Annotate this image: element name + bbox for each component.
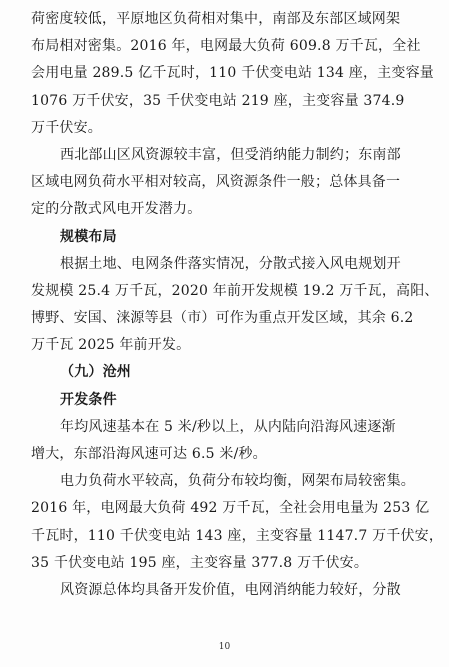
text-line: 电力负荷水平较高，负荷分布较均衡，网架布局较密集。 [60,473,415,490]
text-line: 年均风速基本在 5 米/秒以上，从内陆向沿海风速逐渐 [60,418,396,435]
text-line: 风资源总体均具备开发价值，电网消纳能力较好，分散 [60,581,401,598]
page-number: 10 [218,642,231,652]
section-heading: 开发条件 [60,391,117,408]
text-line: 35 千伏变电站 195 座，主变容量 377.8 万千伏安。 [31,554,369,571]
document-body [31,6,444,604]
text-line: 博野、安国、涞源等县（市）可作为重点开发区域，其余 6.2 [31,310,414,327]
text-line: 根据土地、电网条件落实情况，分散式接入风电规划开 [60,255,401,272]
section-heading: （九）沧州 [60,364,131,381]
text-line: 西北部山区风资源较丰富，但受消纳能力制约；东南部 [60,146,401,163]
text-line: 布局相对密集。2016 年，电网最大负荷 609.8 万千瓦，全社 [31,38,421,55]
text-line: 定的分散式风电开发潜力。 [31,201,202,218]
text-line: 千瓦时，110 千伏变电站 143 座，主变容量 1147.7 万千伏安， [31,527,444,544]
text-line: 万千伏安。 [31,119,102,136]
text-line: 增大，东部沿海风速可达 6.5 米/秒。 [31,446,267,462]
text-line: 万千瓦 2025 年前开发。 [31,337,191,354]
text-line: 1076 万千伏安，35 千伏变电站 219 座，主变容量 374.9 [31,92,405,109]
text-line: 荷密度较低，平原地区负荷相对集中，南部及东部区域网架 [31,11,401,27]
text-line: 区域电网负荷水平相对较高，风资源条件一般；总体具备一 [31,174,401,191]
text-line: 发规模 25.4 万千瓦，2020 年前开发规模 19.2 万千瓦，高阳、 [31,282,439,299]
text-line: 会用电量 289.5 亿千瓦时，110 千伏变电站 134 座，主变容量 [31,65,434,82]
section-heading: 规模布局 [60,228,117,245]
text-line: 2016 年，电网最大负荷 492 万千瓦，全社会用电量为 253 亿 [31,500,430,517]
